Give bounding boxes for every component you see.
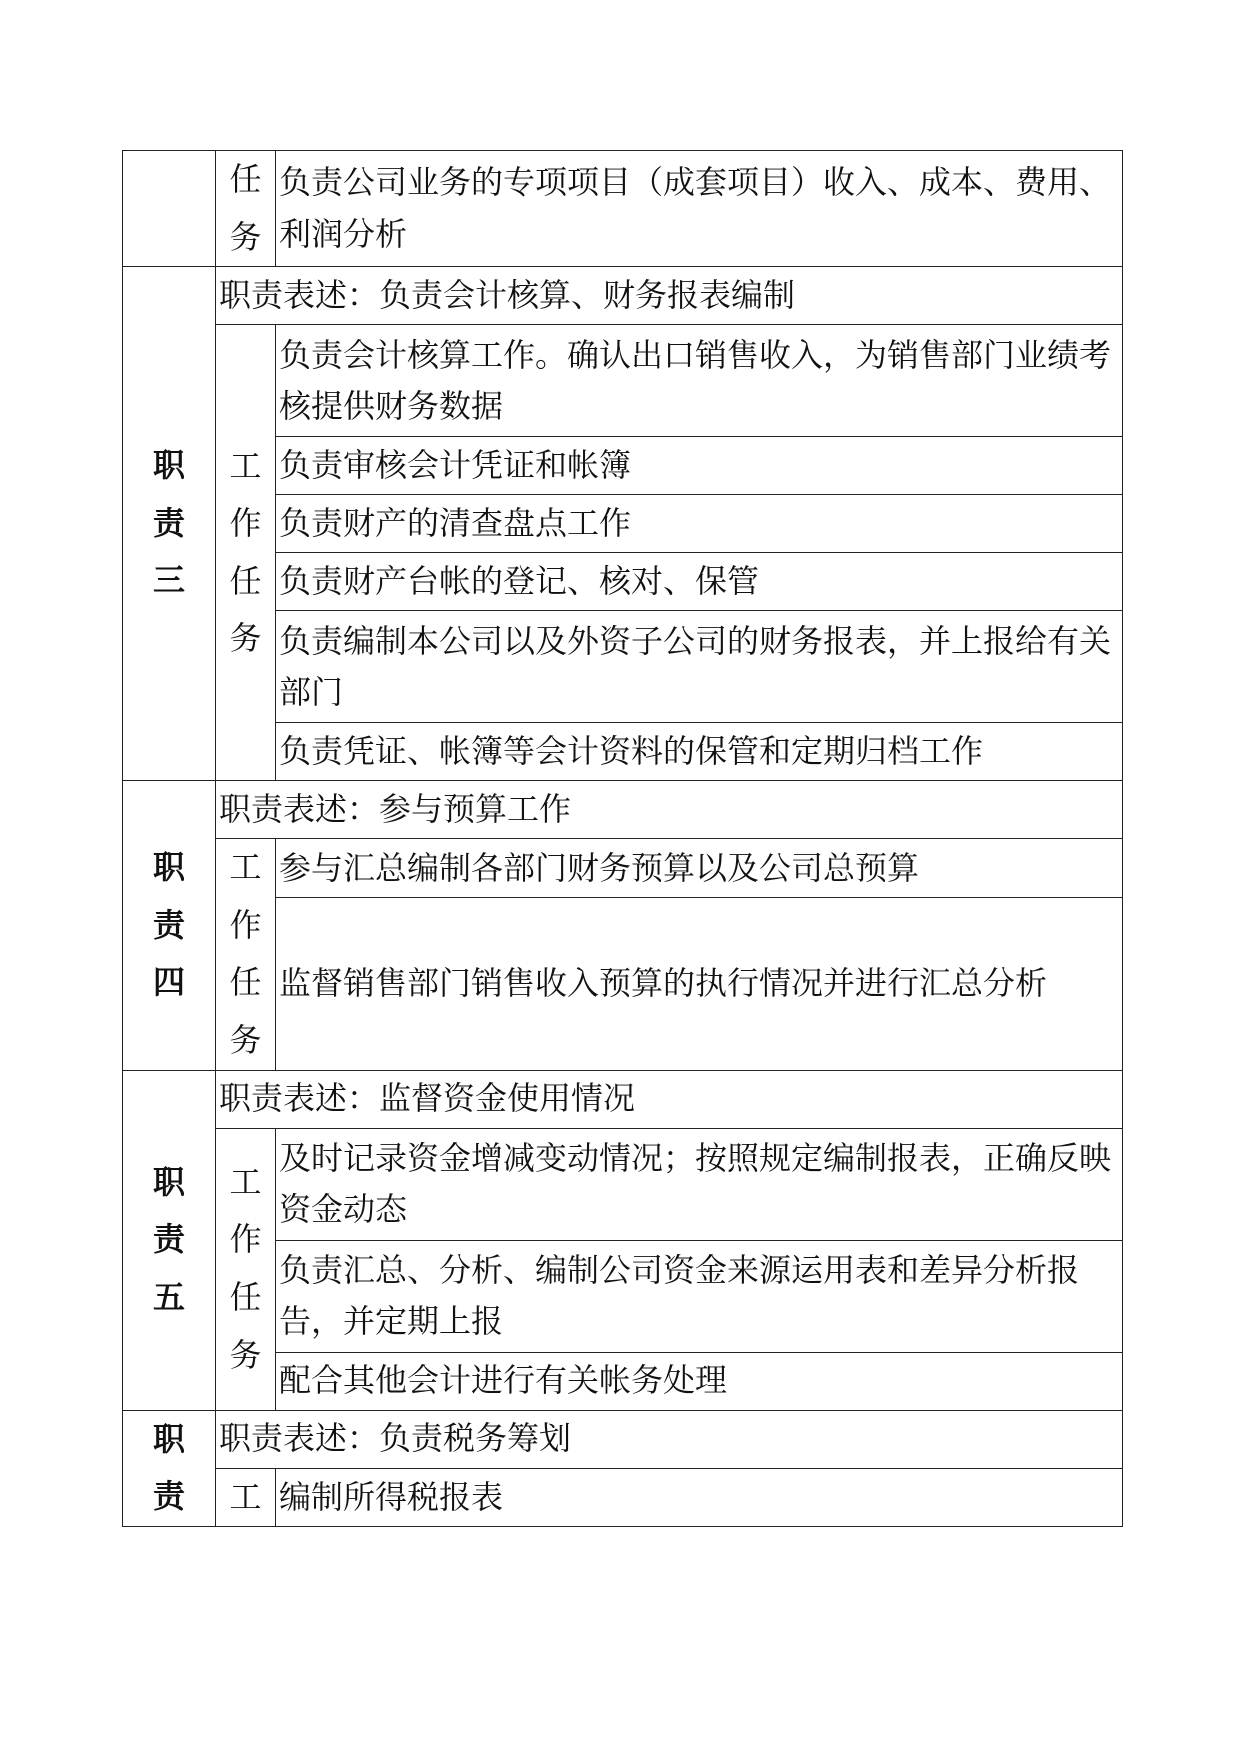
task-cell: 负责凭证、帐簿等会计资料的保管和定期归档工作 (276, 723, 1123, 781)
task-cell: 负责会计核算工作。确认出口销售收入，为销售部门业绩考核提供财务数据 (276, 325, 1123, 437)
table-row (123, 267, 1123, 325)
task-cell: 监督销售部门销售收入预算的执行情况并进行汇总分析 (276, 898, 1123, 1071)
table-row (123, 1070, 1123, 1128)
section-label: 职责 (123, 1410, 216, 1527)
section-label-empty (123, 151, 216, 267)
task-label: 工 (216, 1468, 276, 1527)
task-label: 工作任务 (216, 1128, 276, 1410)
task-cell: 负责财产台帐的登记、核对、保管 (276, 553, 1123, 611)
task-label: 工作任务 (216, 325, 276, 781)
section-label: 职责四 (123, 781, 216, 1070)
duty-table (122, 150, 1123, 1527)
table-row (123, 1468, 1123, 1527)
task-cell: 参与汇总编制各部门财务预算以及公司总预算 (276, 839, 1123, 898)
section-description: 职责表述：监督资金使用情况 (216, 1070, 1123, 1128)
section-description: 职责表述：参与预算工作 (216, 781, 1123, 839)
task-label: 任务 (216, 151, 276, 267)
task-cell: 编制所得税报表 (276, 1468, 1123, 1527)
table-row (123, 781, 1123, 839)
section-label: 职责五 (123, 1070, 216, 1410)
task-cell: 配合其他会计进行有关帐务处理 (276, 1352, 1123, 1410)
section-description: 职责表述：负责会计核算、财务报表编制 (216, 267, 1123, 325)
task-cell: 负责公司业务的专项项目（成套项目）收入、成本、费用、利润分析 (276, 151, 1123, 267)
table-row (123, 1128, 1123, 1240)
task-cell: 负责财产的清查盘点工作 (276, 495, 1123, 553)
table-row (123, 1410, 1123, 1468)
table-row (123, 151, 1123, 267)
task-cell: 及时记录资金增减变动情况；按照规定编制报表，正确反映资金动态 (276, 1128, 1123, 1240)
section-description: 职责表述：负责税务筹划 (216, 1410, 1123, 1468)
task-cell: 负责汇总、分析、编制公司资金来源运用表和差异分析报告，并定期上报 (276, 1240, 1123, 1352)
table-row (123, 839, 1123, 898)
task-cell: 负责编制本公司以及外资子公司的财务报表，并上报给有关部门 (276, 611, 1123, 723)
section-label: 职责三 (123, 267, 216, 781)
task-cell: 负责审核会计凭证和帐簿 (276, 437, 1123, 495)
task-label: 工作任务 (216, 839, 276, 1070)
table-row (123, 325, 1123, 437)
